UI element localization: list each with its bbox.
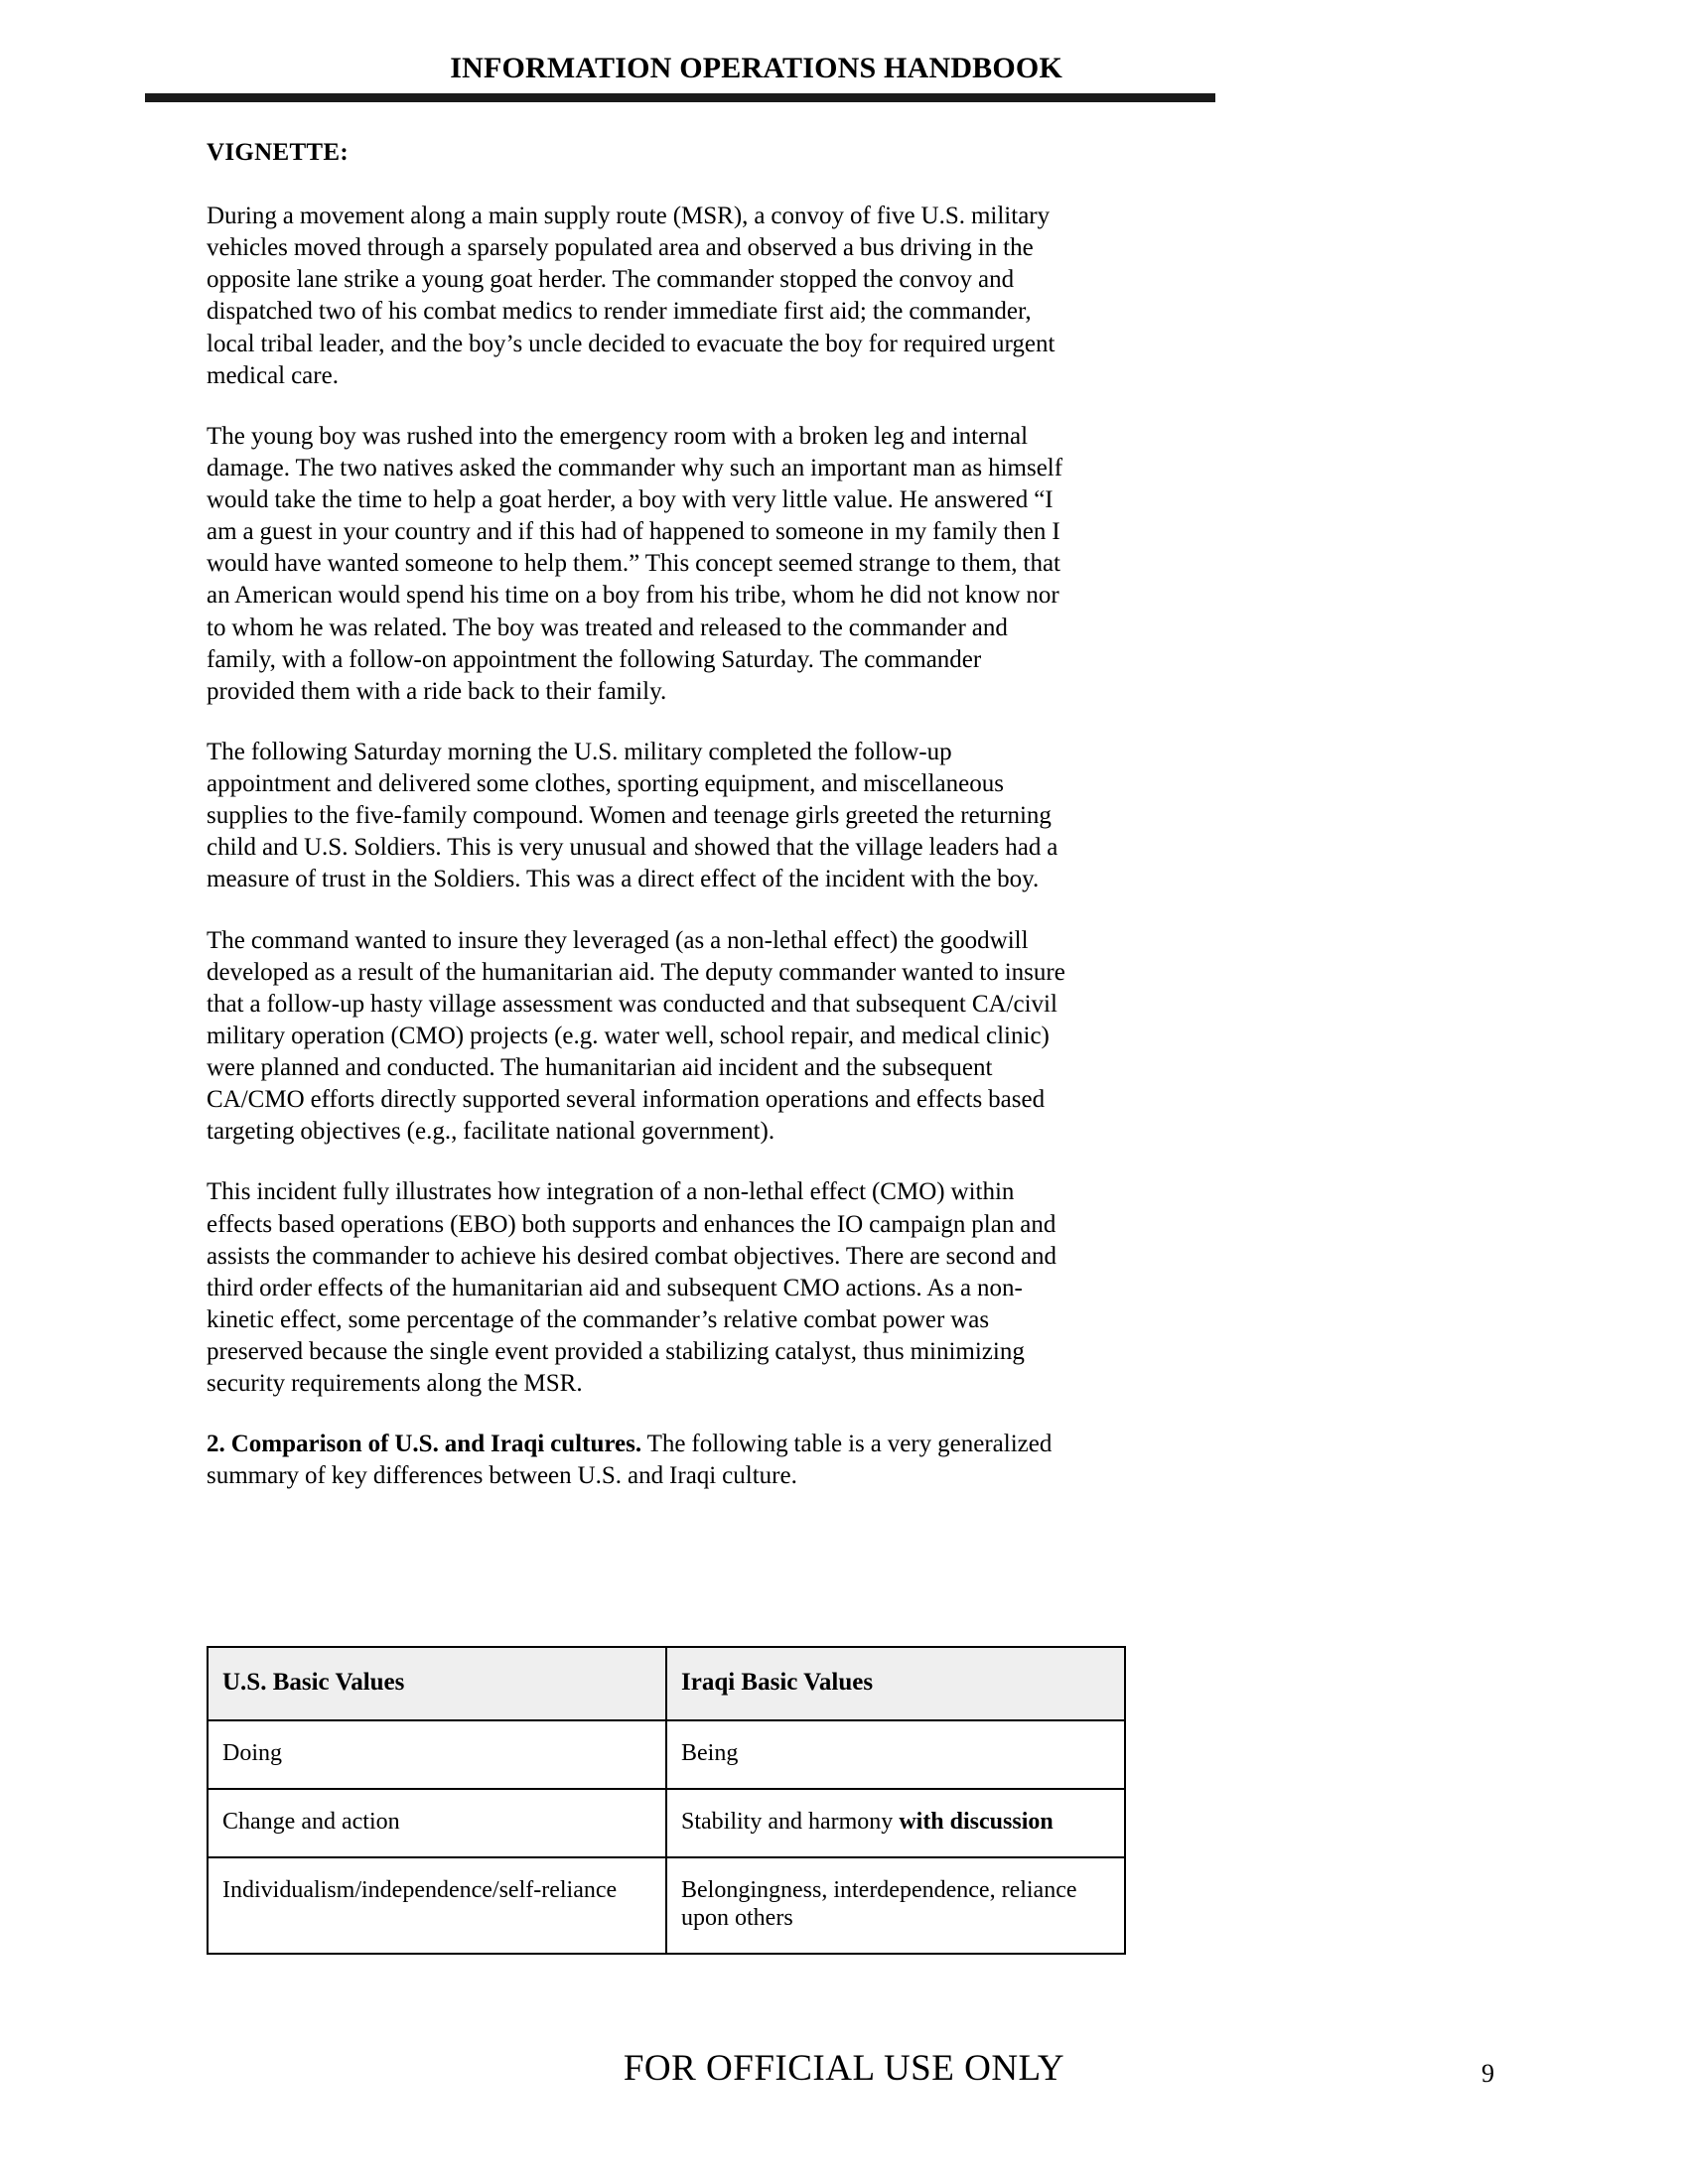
table-header-row: [208, 1647, 1125, 1720]
comparison-intro-paragraph: [207, 1429, 1066, 1492]
document-body: [207, 139, 1066, 1493]
cell-iraqi-value: [666, 1720, 1125, 1789]
vignette-paragraph-4: The command wanted to insure they leveraged (as a non-lethal effect) the goodwill developed as a result of the humanitarian aid. The deputy commander wanted to insure that a follow-up hasty village assessment was conducted and that subsequent CA/civil military operation (CMO) projects (e.g. water well, school repair, and medical clinic) were planned and conducted. The humanitarian aid incident and the subsequent CA/CMO efforts directly supported several information operations and effects based targeting objectives (e.g., facilitate national government).: [207, 926, 1065, 1146]
page-footer: [0, 2047, 1688, 2107]
cell-iraqi-emphasis: with discussion: [899, 1808, 1054, 1835]
cell-us-value: Individualism/independence/self-reliance: [208, 1857, 666, 1955]
classification-notice: FOR OFFICIAL USE ONLY: [623, 2048, 1065, 2089]
vignette-paragraph-2: The young boy was rushed into the emergency room with a broken leg and internal damage. The two natives asked the commander why such an important man as himself would take the time to help a goat herder, a boy with very little value. He answered “I am a guest in your country and if this had of happened to someone in my family then I would have wanted someone to help them.” This concept seemed strange to them, that an American would spend his time on a boy from his tribe, whom he did not know nor to whom he was related. The boy was treated and released to the commander and family, with a follow-on appointment the following Saturday. The commander provided them with a ride back to their family.: [207, 422, 1063, 705]
column-header-iraqi-basic-values: Iraqi Basic Values: [666, 1647, 1125, 1720]
page-number: 9: [1481, 2059, 1494, 2088]
vignette-section-label: VIGNETTE:: [207, 139, 350, 166]
table-row: [208, 1789, 1125, 1857]
vignette-paragraph-1: During a movement along a main supply route (MSR), a convoy of five U.S. military vehicles moved through a sparsely populated area and observed a bus driving in the opposite lane strike a young goat herder. The commander stopped the convoy and dispatched two of his combat medics to render immediate first aid; the commander, local tribal leader, and the boy’s uncle decided to evacuate the boy for required urgent medical care.: [207, 203, 1055, 389]
header-divider-rule: [145, 93, 1215, 102]
cell-us-value: Doing: [208, 1720, 666, 1789]
cell-us-value: Change and action: [208, 1789, 666, 1857]
column-header-us-basic-values: U.S. Basic Values: [208, 1647, 666, 1720]
table-row: [208, 1720, 1125, 1789]
cell-iraqi-text: Belongingness, interdependence, reliance upon others: [681, 1876, 1077, 1932]
vignette-paragraph-5: This incident fully illustrates how integration of a non-lethal effect (CMO) within effects based operations (EBO) both supports and enhances the IO campaign plan and assists the commander to achieve his desired combat objectives. There are second and third order effects of the humanitarian aid and subsequent CMO actions. As a non-kinetic effect, some percentage of the commander’s relative combat power was preserved because the single event provided a stabilizing catalyst, thus minimizing security requirements along the MSR.: [207, 1178, 1057, 1398]
cell-iraqi-value: [666, 1857, 1125, 1955]
cell-iraqi-value: [666, 1789, 1125, 1857]
cell-iraqi-text: Stability and harmony: [681, 1808, 900, 1835]
vignette-paragraph-3: The following Saturday morning the U.S. military completed the follow-up appointment and delivered some clothes, sporting equipment, and miscellaneous supplies to the five-family compound. Women and teenage girls greeted the returning child and U.S. Soldiers. This is very unusual and showed that the village leaders had a measure of trust in the Soldiers. This was a direct effect of the incident with the boy.: [207, 738, 1058, 893]
table-row: [208, 1857, 1125, 1955]
culture-comparison-table: [207, 1646, 1126, 1955]
comparison-intro-text: The following table is a very generalized summary of key differences between U.S. and Iraqi culture.: [207, 1431, 1053, 1490]
handbook-title: INFORMATION OPERATIONS HANDBOOK: [450, 52, 1062, 84]
comparison-heading: 2. Comparison of U.S. and Iraqi cultures.: [207, 1431, 642, 1458]
cell-iraqi-text: Being: [681, 1740, 739, 1766]
page-header: [207, 52, 1062, 102]
